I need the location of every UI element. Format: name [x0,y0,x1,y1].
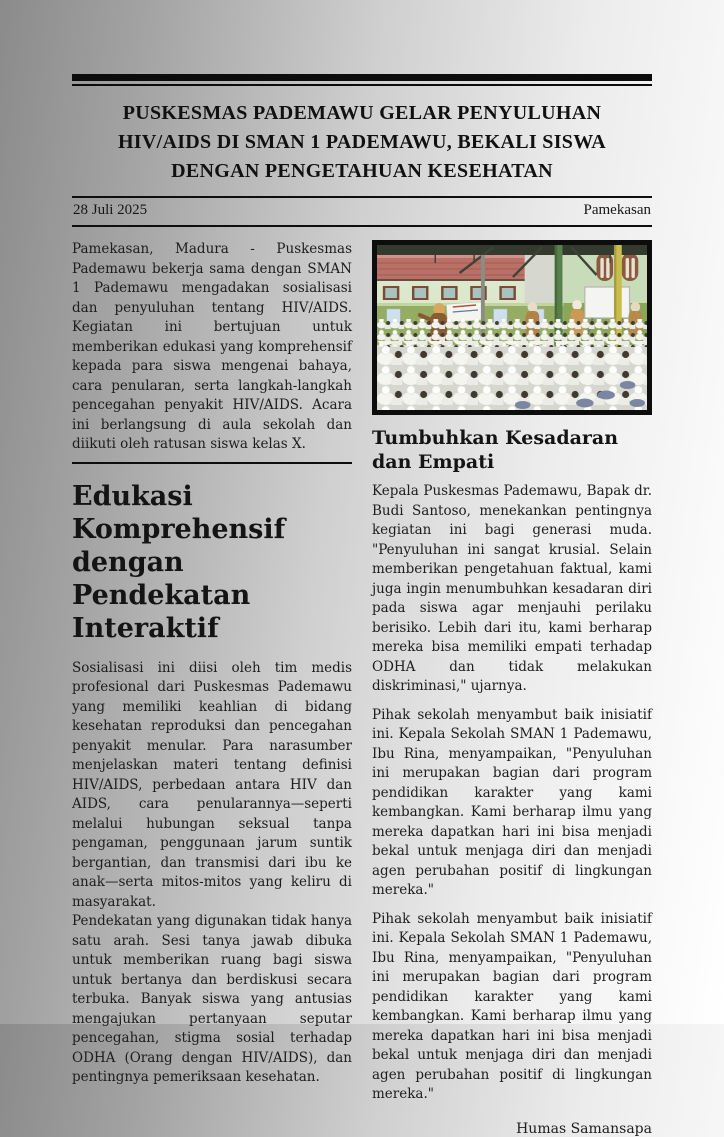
headline: PUSKESMAS PADEMAWU GELAR PENYULUHAN HIV/AIDS DI SMAN 1 PADEMAWU, BEKALI SISWA DENGAN PENGETAHUAN KESEHATAN [117,102,607,182]
rule-thin [72,84,652,86]
dateline-location: Pamekasan [583,202,651,218]
right-paragraph-3: Pihak sekolah menyambut baik inisiatif ini. Kepala Sekolah SMAN 1 Pademawu, Ibu Rina, menyampaikan, "Penyuluhan ini merupakan bagian dari program pendidikan karakter yang kami kembangkan. Kami berharap ilmu yang mereka dapatkan hari ini bisa menjadi bekal untuk menjaga diri dan menjadi agen perubahan positif di lingkungan mereka." [372,910,652,1102]
rule-thick [72,74,652,81]
right-column [372,240,652,1137]
event-photo [372,240,652,415]
lead-paragraph: Pamekasan, Madura - Puskesmas Pademawu bekerja sama dengan SMAN 1 Pademawu mengadakan sosialisasi dan penyuluhan tentang HIV/AIDS. Kegiatan ini bertujuan untuk memberikan edukasi yang komprehensif kepada para siswa mengenai bahaya, cara penularan, serta langkah-langkah pencegahan penyakit HIV/AIDS. Acara ini berlangsung di aula sekolah dan diikuti oleh ratusan siswa kelas X. [72,241,352,452]
left-paragraph-1: Sosialisasi ini diisi oleh tim medis profesional dari Puskesmas Pademawu yang memiliki keahlian di bidang kesehatan reproduksi dan pencegahan penyakit menular. Para narasumber menjelaskan materi tentang definisi HIV/AIDS, perbedaan antara HIV dan AIDS, cara penularannya—seperti melalui hubungan seksual tanpa pengaman, penggunaan jarum suntik bergantian, dan transmisi dari ibu ke anak—serta mitos-mitos yang keliru di masyarakat. [72,659,352,910]
column-divider-rule [72,462,352,464]
masthead [72,74,652,227]
dateline-date: 28 Juli 2025 [73,202,148,218]
left-column [72,240,352,1088]
article-columns [72,240,652,1137]
right-paragraph-1: Kepala Puskesmas Pademawu, Bapak dr. Budi Santoso, menekankan pentingnya kegiatan ini bagi generasi muda. "Penyuluhan ini sangat krusial. Selain memberikan pengetahuan faktual, kami juga ingin menumbuhkan kesadaran diri pada siswa agar menjauhi perilaku berisiko. Lebih dari itu, kami berharap mereka bisa memiliki empati terhadap ODHA dan tidak melakukan diskriminasi," ujarnya. [372,483,652,694]
byline: Humas Samansapa [516,1120,652,1137]
school-building [377,255,525,305]
dateline-bar [72,196,652,227]
top-double-rule [72,74,652,86]
right-section-heading: Tumbuhkan Kesadaran dan Empati [372,427,619,473]
left-section-heading: Edukasi Komprehensif dengan Pendekatan Interaktif [72,480,286,644]
right-paragraph-2: Pihak sekolah menyambut baik inisiatif ini. Kepala Sekolah SMAN 1 Pademawu, Ibu Rina, menyampaikan, "Penyuluhan ini merupakan bagian dari program pendidikan karakter yang kami kembangkan. Kami berharap ilmu yang mereka dapatkan hari ini bisa menjadi bekal untuk menjaga diri dan menjadi agen perubahan positif di lingkungan mereka." [372,706,652,898]
left-paragraph-2: Pendekatan yang digunakan tidak hanya satu arah. Sesi tanya jawab dibuka untuk memberikan ruang bagi siswa untuk bertanya dan berdiskusi secara terbuka. Banyak siswa yang antusias mengajukan pertanyaan seputar pencegahan, stigma sosial terhadap ODHA (Orang dengan HIV/AIDS), dan pentingnya pemeriksaan kesehatan. [72,913,352,1085]
event-photo-illustration [377,245,647,410]
student-crowd [377,319,647,410]
